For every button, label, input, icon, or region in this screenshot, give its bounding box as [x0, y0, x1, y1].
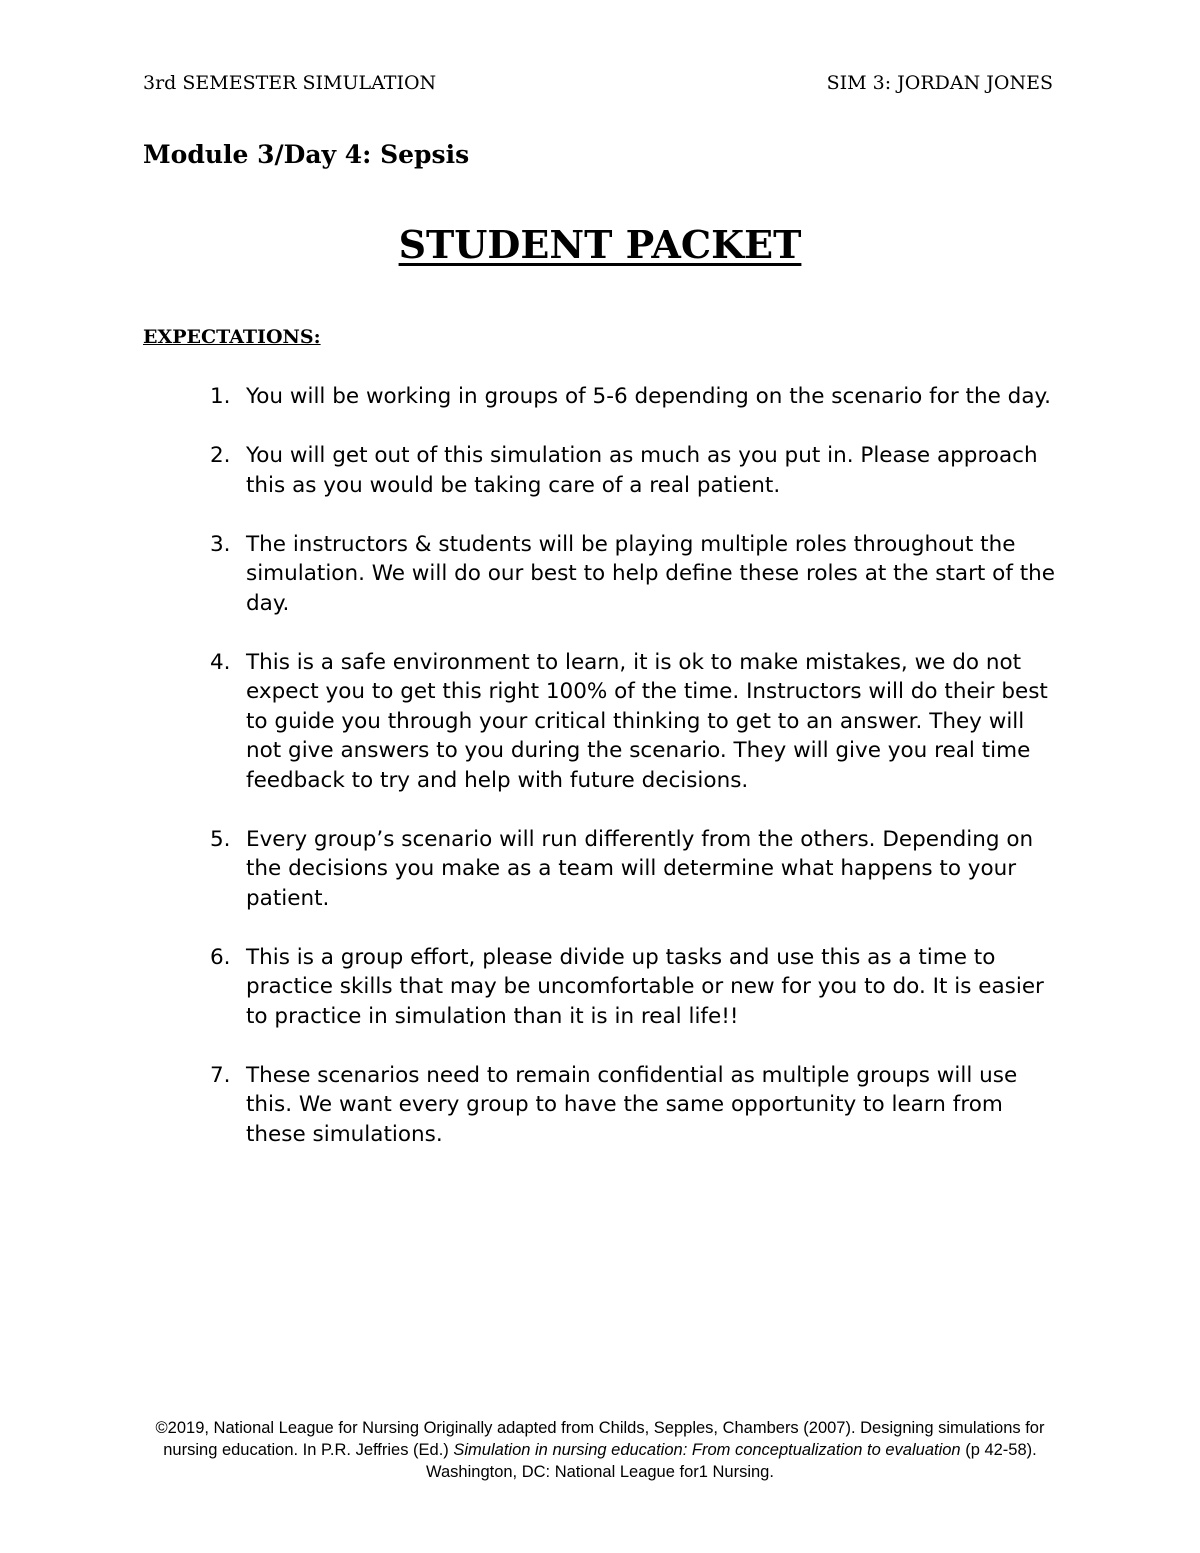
item-text: The instructors & students will be playing multiple roles throughout the simulation. We will do our best to help define these roles at the start of the day.	[246, 531, 1056, 616]
expectation-item	[210, 1061, 1056, 1150]
copyright-footer	[130, 1417, 1070, 1483]
expectations-heading: EXPECTATIONS:	[143, 326, 321, 348]
item-number: 1.	[210, 384, 231, 409]
expectation-item	[210, 825, 1056, 914]
item-text: You will be working in groups of 5-6 depending on the scenario for the day.	[246, 384, 1051, 409]
item-number: 2.	[210, 443, 231, 468]
item-number: 4.	[210, 649, 231, 675]
footer-book-title: Simulation in nursing education: From conceptualization to evaluation	[453, 1441, 961, 1459]
packet-title: STUDENT PACKET	[398, 222, 802, 267]
item-number: 7.	[210, 1062, 231, 1088]
expectations-list	[210, 382, 1056, 1179]
header-left-text: 3rd SEMESTER SIMULATION	[143, 72, 437, 94]
expectation-item	[210, 441, 1056, 500]
expectation-item	[210, 382, 1056, 412]
item-text: This is a group effort, please divide up tasks and use this as a time to practice skills that may be uncomfortable or new for you to do. It is easier to practice in simulation than it is in real life!!	[246, 944, 1044, 1029]
item-text: Every group’s scenario will run differently from the others. Depending on the decisions you make as a team will determine what happens to your patient.	[246, 826, 1034, 911]
header-right-text: SIM 3: JORDAN JONES	[826, 72, 1053, 94]
item-text: This is a safe environment to learn, it is ok to make mistakes, we do not expect you to get this right 100% of the time. Instructors will do their best to guide you through your critical thinking to get to an answer. They will not give answers to you during the scenario. They will give you real time feedback to try and help with future decisions.	[246, 649, 1048, 793]
footer-text-part1: ©2019, National League for Nursing Originally adapted from Childs, Sepples, Chambers (2007). Designing simulations for nursing education. In P.R. Jeffries (Ed.)	[155, 1419, 1045, 1459]
item-number: 5.	[210, 826, 231, 852]
item-number: 3.	[210, 531, 231, 557]
item-text: You will get out of this simulation as much as you put in. Please approach this as you would be taking care of a real patient.	[246, 443, 1038, 498]
expectation-item	[210, 648, 1056, 796]
item-number: 6.	[210, 944, 231, 970]
item-text: These scenarios need to remain confidential as multiple groups will use this. We want every group to have the same opportunity to learn from these simulations.	[246, 1062, 1018, 1147]
module-title: Module 3/Day 4: Sepsis	[143, 140, 470, 169]
expectation-item	[210, 530, 1056, 619]
footer-text-part2: (p 42-58). Washington, DC: National League for1 Nursing.	[426, 1441, 1037, 1481]
expectation-item	[210, 943, 1056, 1032]
